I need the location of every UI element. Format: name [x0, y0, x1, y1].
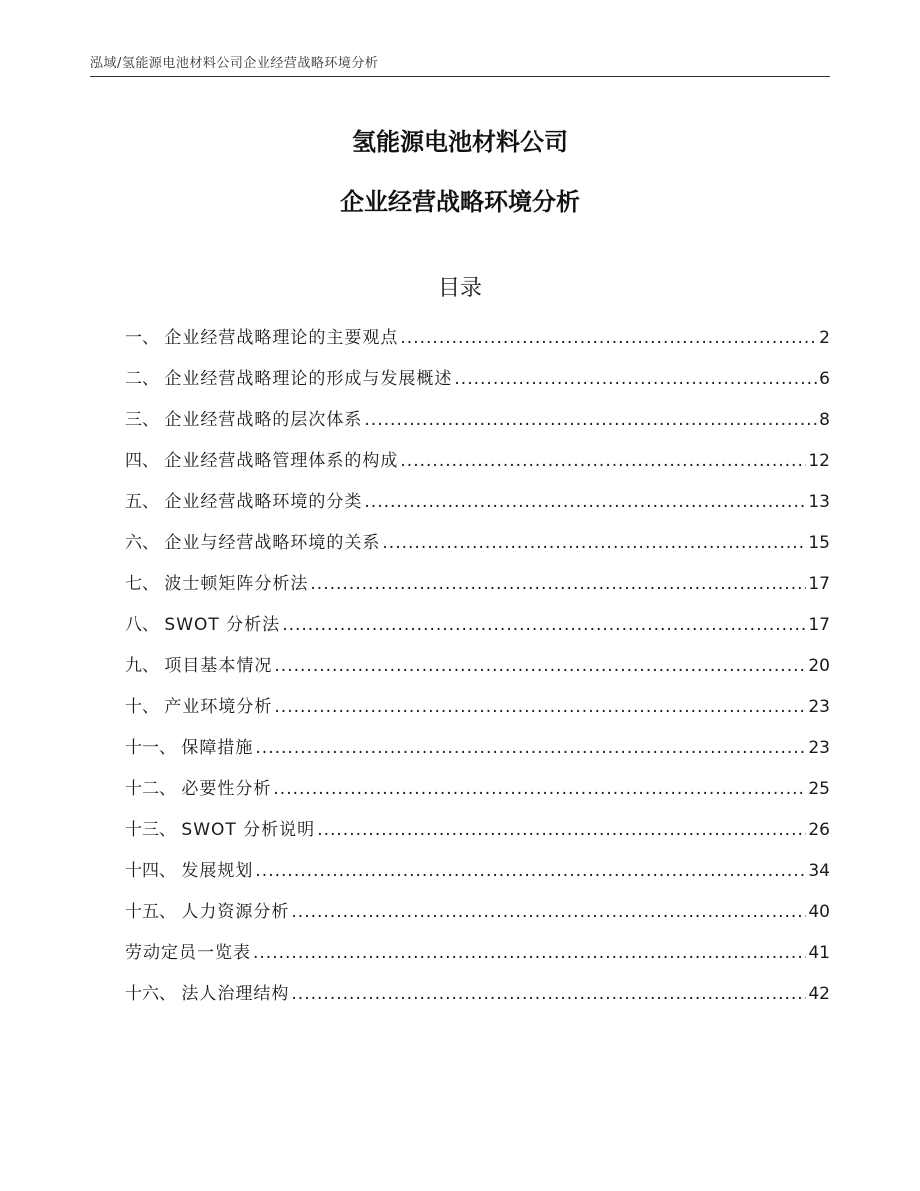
toc-entry-number: 十六、 — [125, 984, 182, 1004]
toc-entry-page: 42 — [808, 984, 830, 1004]
toc-entry-number: 十二、 — [125, 779, 182, 799]
toc-dot-leader — [317, 810, 806, 851]
toc-entry-page: 8 — [819, 410, 830, 430]
toc-entry-number: 三、 — [125, 410, 165, 430]
toc-entry-page: 23 — [808, 738, 830, 758]
toc-entry[interactable] — [125, 810, 830, 851]
toc-entry[interactable] — [125, 646, 830, 687]
toc-dot-leader — [364, 482, 806, 523]
toc-entry-page: 41 — [808, 943, 830, 963]
toc-entry[interactable] — [125, 400, 830, 441]
toc-entry-label: 企业经营战略环境的分类 — [164, 492, 363, 512]
toc-entry[interactable] — [125, 728, 830, 769]
toc-entry-page: 17 — [808, 574, 830, 594]
toc-entry-label: 发展规划 — [181, 861, 254, 881]
toc-entry-page: 40 — [808, 902, 830, 922]
toc-entry-label: 企业与经营战略环境的关系 — [164, 533, 381, 553]
toc-entry-number: 五、 — [125, 492, 165, 512]
toc-dot-leader — [310, 564, 806, 605]
toc-dot-leader — [274, 687, 806, 728]
toc-entry-page: 25 — [808, 779, 830, 799]
toc-entry[interactable] — [125, 687, 830, 728]
toc-entry-page: 15 — [808, 533, 830, 553]
toc-entry-label: 人力资源分析 — [181, 902, 290, 922]
toc-entry[interactable] — [125, 441, 830, 482]
toc-entry[interactable] — [125, 974, 830, 1015]
toc-entry-label: 必要性分析 — [181, 779, 272, 799]
toc-dot-leader — [364, 400, 817, 441]
table-of-contents — [125, 318, 830, 1015]
toc-dot-leader — [291, 974, 806, 1015]
toc-entry-number: 十五、 — [125, 902, 182, 922]
toc-entry-label: 保障措施 — [181, 738, 254, 758]
toc-entry-number: 十、 — [125, 697, 165, 717]
document-title-line-2: 企业经营战略环境分析 — [340, 188, 580, 216]
toc-entry[interactable] — [125, 482, 830, 523]
toc-entry-label: 企业经营战略的层次体系 — [164, 410, 363, 430]
toc-dot-leader — [282, 605, 806, 646]
toc-entry-page: 17 — [808, 615, 830, 635]
toc-entry-label: SWOT 分析说明 — [181, 820, 316, 840]
toc-entry[interactable] — [125, 605, 830, 646]
toc-entry-label: 波士顿矩阵分析法 — [164, 574, 309, 594]
toc-dot-leader — [291, 892, 806, 933]
toc-entry-number: 九、 — [125, 656, 165, 676]
toc-entry-page: 20 — [808, 656, 830, 676]
toc-entry-number: 十四、 — [125, 861, 182, 881]
toc-dot-leader — [253, 933, 806, 974]
toc-entry-label: 产业环境分析 — [164, 697, 273, 717]
header-divider — [90, 76, 830, 77]
toc-entry-number: 四、 — [125, 451, 165, 471]
toc-entry-page: 23 — [808, 697, 830, 717]
toc-entry[interactable] — [125, 769, 830, 810]
toc-entry-label: 项目基本情况 — [164, 656, 273, 676]
toc-entry[interactable] — [125, 933, 830, 974]
toc-entry[interactable] — [125, 892, 830, 933]
running-header: 泓域/氢能源电池材料公司企业经营战略环境分析 — [90, 56, 379, 71]
toc-entry-number: 十三、 — [125, 820, 182, 840]
toc-entry-label: 企业经营战略理论的主要观点 — [164, 328, 399, 348]
toc-dot-leader — [273, 769, 806, 810]
toc-entry-page: 26 — [808, 820, 830, 840]
toc-entry-page: 6 — [819, 369, 830, 389]
toc-entry-page: 34 — [808, 861, 830, 881]
toc-entry-page: 12 — [808, 451, 830, 471]
toc-entry-label: SWOT 分析法 — [164, 615, 281, 635]
toc-dot-leader — [255, 851, 806, 892]
toc-dot-leader — [255, 728, 806, 769]
toc-entry[interactable] — [125, 318, 830, 359]
toc-dot-leader — [382, 523, 806, 564]
toc-entry-number: 十一、 — [125, 738, 182, 758]
document-title-line-1: 氢能源电池材料公司 — [352, 128, 568, 156]
toc-entry-page: 2 — [819, 328, 830, 348]
toc-entry[interactable] — [125, 851, 830, 892]
toc-entry-label: 劳动定员一览表 — [125, 943, 251, 963]
toc-dot-leader — [274, 646, 806, 687]
toc-entry-number: 二、 — [125, 369, 165, 389]
toc-entry-label: 法人治理结构 — [181, 984, 290, 1004]
toc-entry[interactable] — [125, 523, 830, 564]
toc-entry-number: 七、 — [125, 574, 165, 594]
toc-heading: 目录 — [437, 276, 482, 301]
toc-dot-leader — [454, 359, 817, 400]
toc-entry-number: 八、 — [125, 615, 165, 635]
toc-entry-number: 六、 — [125, 533, 165, 553]
toc-entry-label: 企业经营战略理论的形成与发展概述 — [164, 369, 453, 389]
toc-dot-leader — [400, 318, 817, 359]
toc-entry[interactable] — [125, 564, 830, 605]
toc-entry-page: 13 — [808, 492, 830, 512]
toc-entry[interactable] — [125, 359, 830, 400]
toc-entry-number: 一、 — [125, 328, 165, 348]
toc-dot-leader — [400, 441, 806, 482]
toc-entry-label: 企业经营战略管理体系的构成 — [164, 451, 399, 471]
